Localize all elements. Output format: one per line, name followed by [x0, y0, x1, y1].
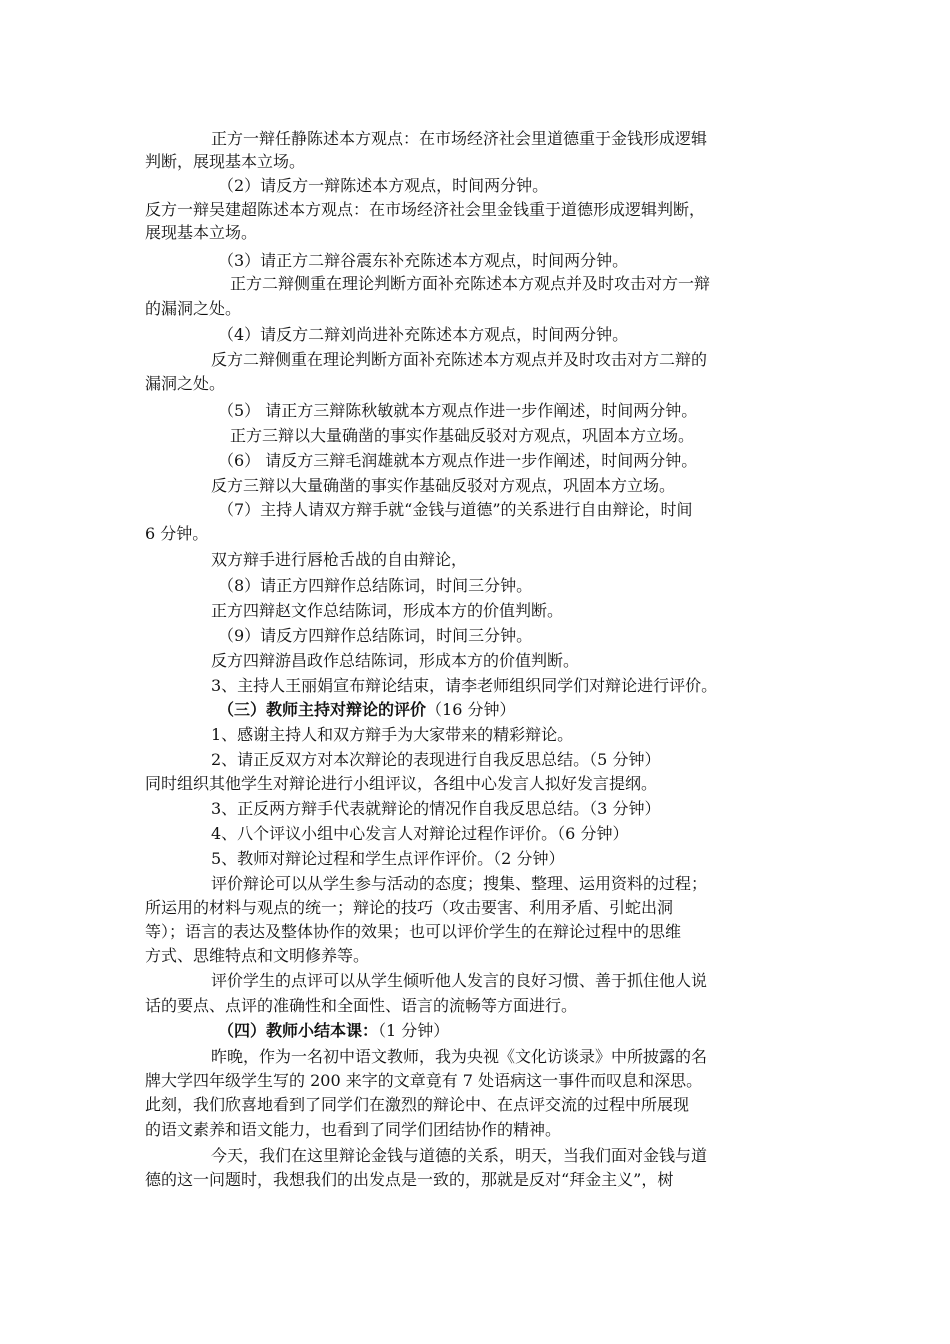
text-line: （5） 请正方三辩陈秋敏就本方观点作进一步作阐述，时间两分钟。 [218, 401, 698, 420]
text-line: 的漏洞之处。 [145, 299, 242, 318]
section-heading-title: （四）教师小结本课： [218, 1021, 379, 1040]
text-line: 4、八个评议小组中心发言人对辩论过程作评价。（6 分钟） [211, 824, 629, 843]
text-line: 所运用的材料与观点的统一；辩论的技巧（攻击要害、利用矛盾、引蛇出洞 [145, 898, 674, 917]
text-line: 漏洞之处。 [145, 374, 226, 393]
text-line: 1、感谢主持人和双方辩手为大家带来的精彩辩论。 [211, 725, 574, 744]
text-line: 牌大学四年级学生写的 200 来字的文章竟有 7 处语病这一事件而叹息和深思。 [145, 1071, 703, 1090]
text-line: 方式、思维特点和文明修养等。 [145, 946, 370, 965]
text-line: （8）请正方四辩作总结陈词，时间三分钟。 [218, 576, 533, 595]
text-line: 判断，展现基本立场。 [145, 152, 306, 171]
section-heading-title: （三）教师主持对辩论的评价 [218, 700, 427, 719]
text-line: 德的这一问题时，我想我们的出发点是一致的，那就是反对“拜金主义”，树 [145, 1170, 674, 1189]
text-line: （3）请正方二辩谷震东补充陈述本方观点，时间两分钟。 [218, 251, 629, 270]
text-line: 正方一辩任静陈述本方观点：在市场经济社会里道德重于金钱形成逻辑 [211, 129, 708, 148]
text-line: 同时组织其他学生对辩论进行小组评议，各组中心发言人拟好发言提纲。 [145, 774, 658, 793]
text-line: 此刻，我们欣喜地看到了同学们在激烈的辩论中、在点评交流的过程中所展现 [145, 1095, 690, 1114]
text-line: 正方四辩赵文作总结陈词，形成本方的价值判断。 [211, 601, 564, 620]
text-line: 评价学生的点评可以从学生倾听他人发言的良好习惯、善于抓住他人说 [211, 971, 708, 990]
text-line: 今天，我们在这里辩论金钱与道德的关系，明天，当我们面对金钱与道 [211, 1146, 708, 1165]
section-heading-duration: （1 分钟） [378, 1021, 450, 1040]
text-line: 昨晚，作为一名初中语文教师，我为央视《文化访谈录》中所披露的名 [211, 1047, 708, 1066]
text-line: 正方三辩以大量确凿的事实作基础反驳对方观点，巩固本方立场。 [230, 426, 695, 445]
text-line: （7）主持人请双方辩手就“金钱与道德”的关系进行自由辩论，时间 [218, 500, 693, 519]
text-line: 展现基本立场。 [145, 223, 258, 242]
text-line: 话的要点、点评的准确性和全面性、语言的流畅等方面进行。 [145, 996, 578, 1015]
text-line: 反方四辩游昌政作总结陈词，形成本方的价值判断。 [211, 651, 580, 670]
text-line: 的语文素养和语文能力，也看到了同学们团结协作的精神。 [145, 1120, 562, 1139]
text-line: 等）；语言的表达及整体协作的效果；也可以评价学生的在辩论过程中的思维 [145, 922, 682, 941]
text-line: （2）请反方一辩陈述本方观点，时间两分钟。 [218, 176, 549, 195]
text-line: （9）请反方四辩作总结陈词，时间三分钟。 [218, 626, 533, 645]
section-heading [218, 1020, 449, 1042]
text-line: 2、请正反双方对本次辩论的表现进行自我反思总结。（5 分钟） [211, 750, 661, 769]
section-heading [218, 699, 515, 721]
text-line: 双方辩手进行唇枪舌战的自由辩论， [211, 550, 468, 569]
section-heading-duration: （16 分钟） [426, 700, 516, 719]
text-line: 3、正反两方辩手代表就辩论的情况作自我反思总结。（3 分钟） [211, 799, 661, 818]
text-line: 5、教师对辩论过程和学生点评作评价。（2 分钟） [211, 849, 565, 868]
text-line: （4）请反方二辩刘尚进补充陈述本方观点，时间两分钟。 [218, 325, 629, 344]
text-line: 反方一辩吴建超陈述本方观点：在市场经济社会里金钱重于道德形成逻辑判断， [145, 200, 706, 219]
text-line: 评价辩论可以从学生参与活动的态度；搜集、整理、运用资料的过程； [211, 874, 708, 893]
text-line: 正方二辩侧重在理论判断方面补充陈述本方观点并及时攻击对方一辩 [230, 274, 711, 293]
text-line: 反方三辩以大量确凿的事实作基础反驳对方观点，巩固本方立场。 [211, 476, 676, 495]
text-line: 6 分钟。 [145, 524, 209, 543]
text-line: 反方二辩侧重在理论判断方面补充陈述本方观点并及时攻击对方二辩的 [211, 350, 708, 369]
text-line: （6） 请反方三辩毛润雄就本方观点作进一步作阐述，时间两分钟。 [218, 451, 698, 470]
text-line: 3、主持人王丽娟宣布辩论结束，请李老师组织同学们对辩论进行评价。 [211, 676, 718, 695]
